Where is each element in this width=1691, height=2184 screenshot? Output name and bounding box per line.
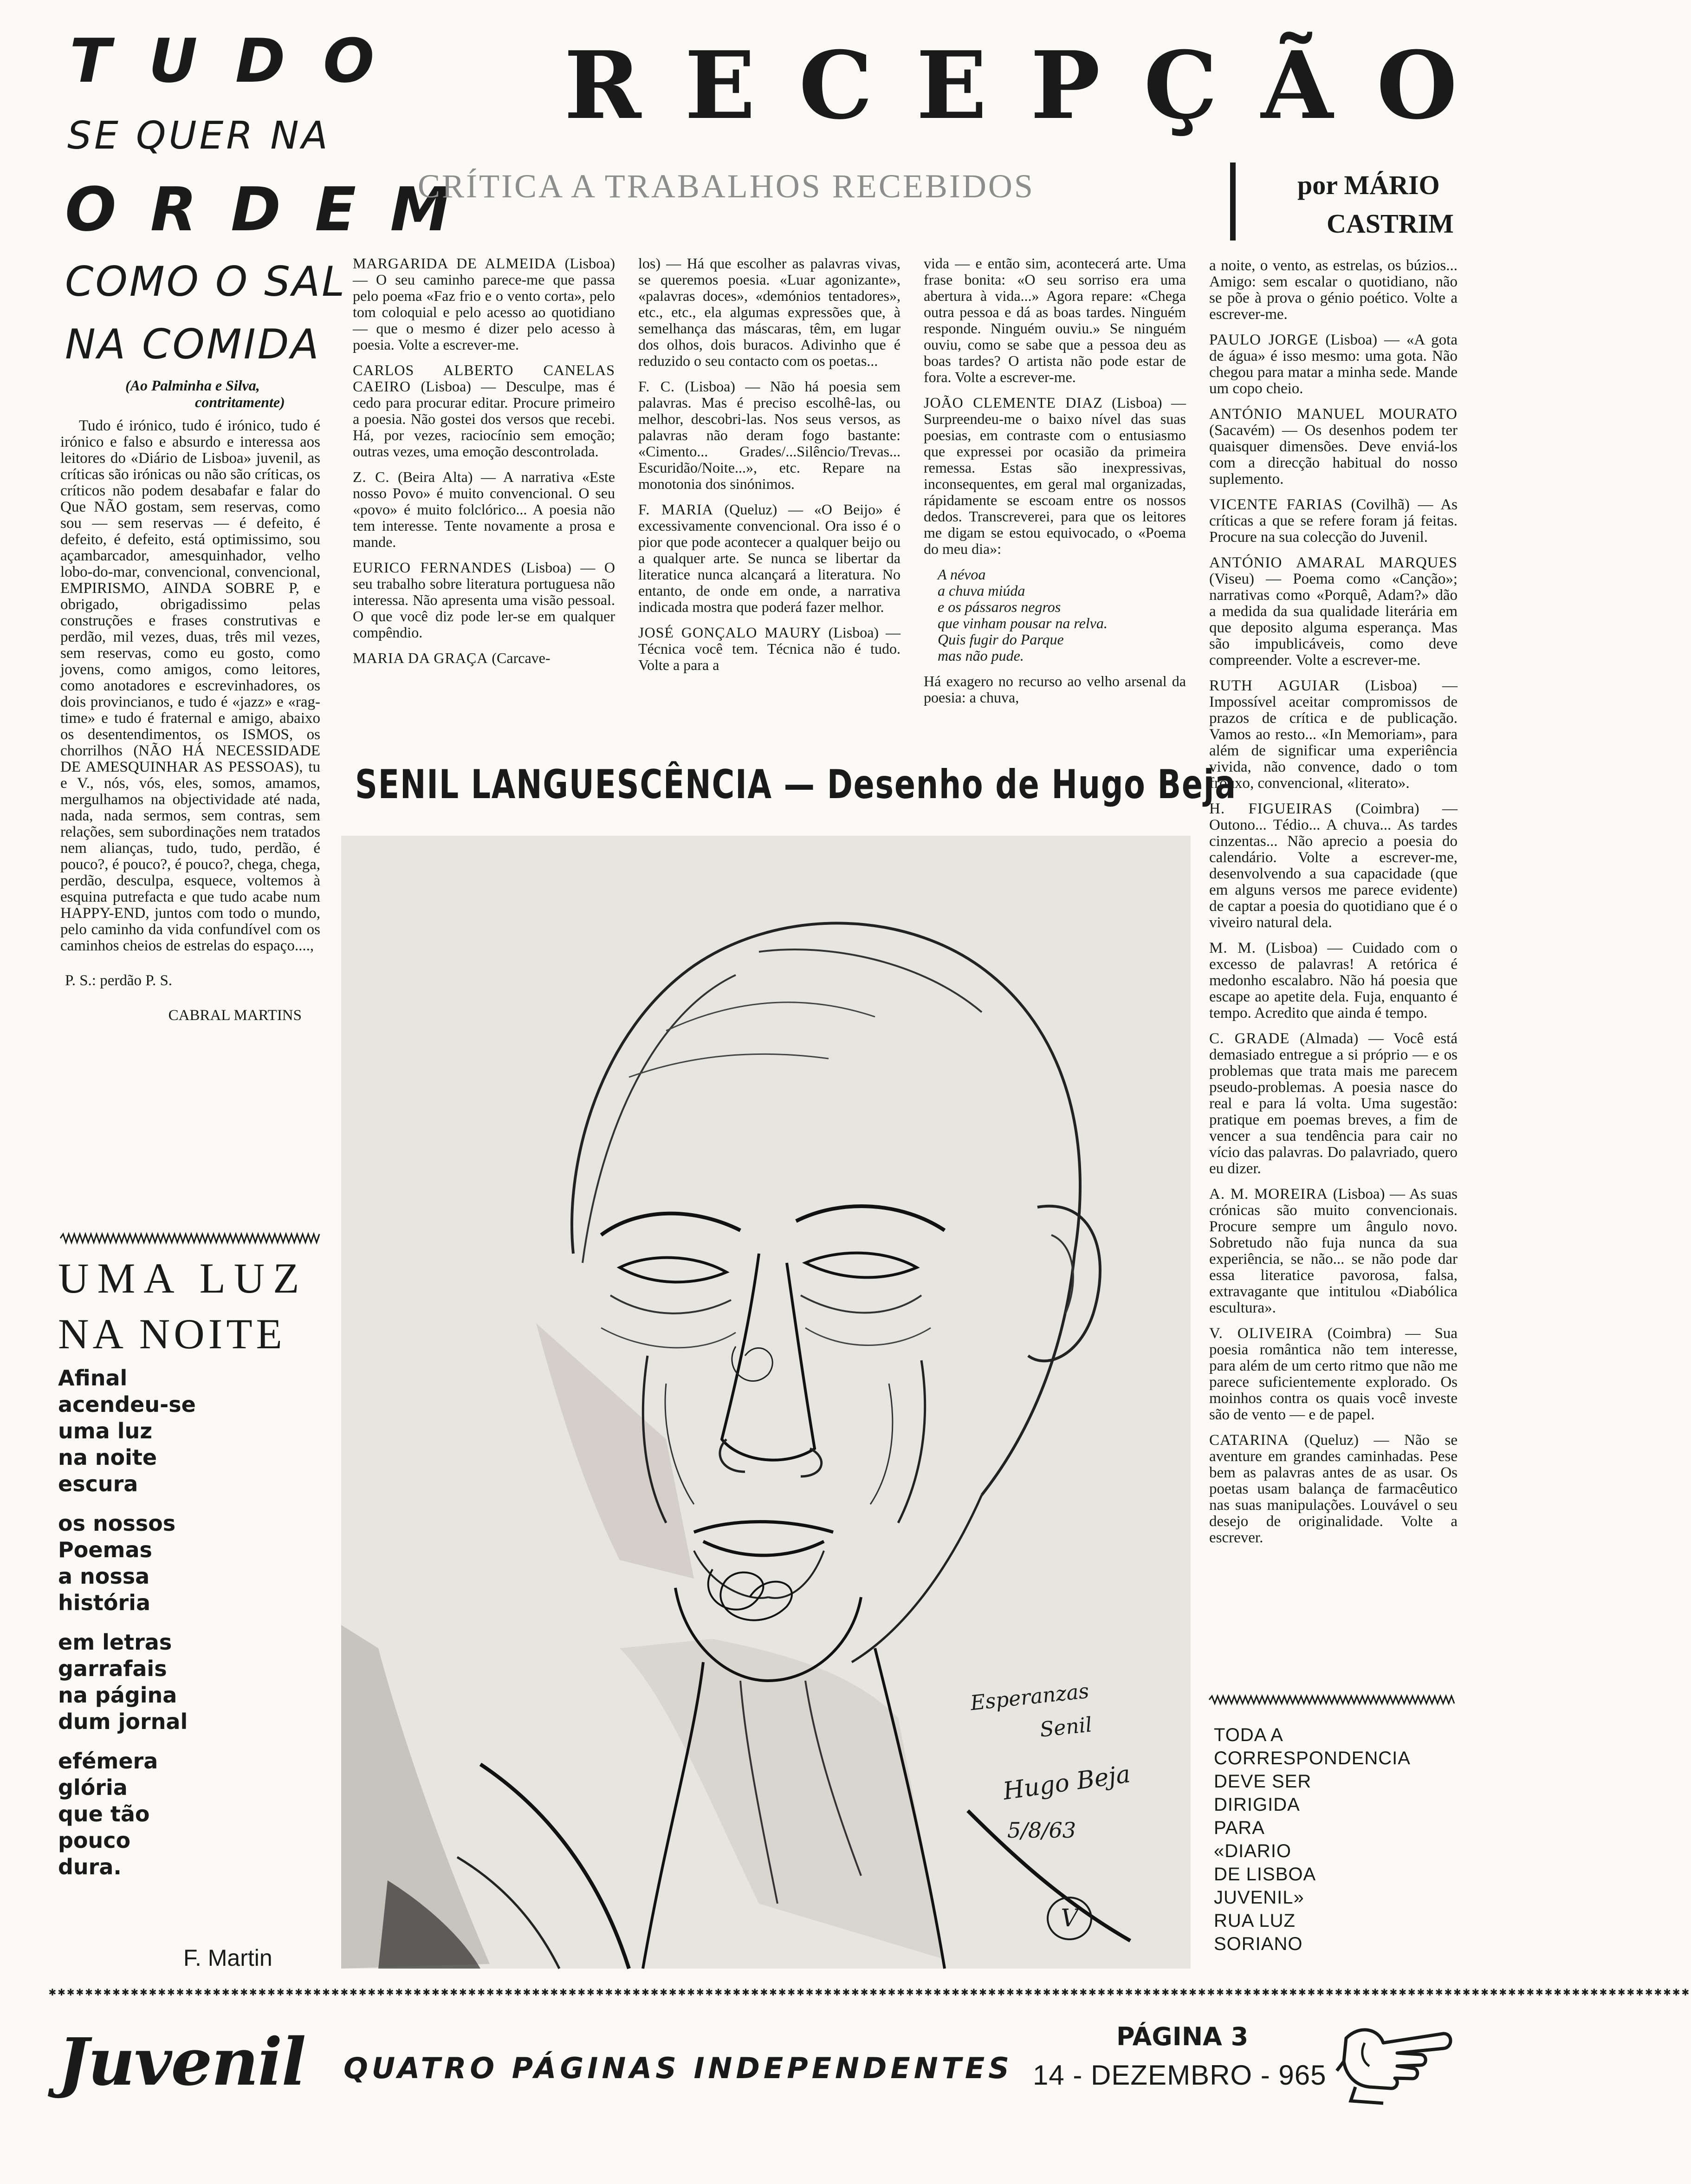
luz-line: efémera — [58, 1748, 158, 1774]
luz-title-1: UMA LUZ — [58, 1254, 308, 1302]
critique-text: (Lisboa) — Impossível aceitar compromissos de prazos de crítica e de publicação. Vamos ao resto... «In Memoriam», para além de significar uma experiência vivida, não convence, dado o tom frouxo, convencional, «literato». — [1209, 677, 1458, 792]
critique-text: (Queluz) — Não se aventure em grandes caminhadas. Pese bem as palavras antes de as usar. Os poetas usam balança de farmacêutico nas suas manipulações. Louvável o seu desejo de originalidade. Volte a escrever. — [1209, 1432, 1458, 1546]
luz-line: na noite — [58, 1445, 157, 1470]
critique-name: ANTÓNIO MANUEL MOURATO — [1209, 406, 1458, 422]
byline-line-1: por MÁRIO — [1297, 170, 1440, 200]
page-subtitle: CRÍTICA A TRABALHOS RECEBIDOS — [418, 168, 1035, 205]
critique-entry — [638, 624, 901, 673]
critique-name: A. M. MOREIRA — [1209, 1186, 1328, 1202]
critique-name: RUTH AGUIAR — [1209, 677, 1340, 694]
luz-line: uma luz — [58, 1418, 153, 1443]
critique-name: M. M. — [1209, 940, 1256, 956]
footer-star-border: ✱✱✱✱✱✱✱✱✱✱✱✱✱✱✱✱✱✱✱✱✱✱✱✱✱✱✱✱✱✱✱✱✱✱✱✱✱✱✱✱✱✱✱✱✱✱✱✱✱✱✱✱✱✱✱✱✱✱✱✱✱✱✱✱✱✱✱✱✱✱✱✱✱✱✱✱✱✱✱✱✱✱✱✱✱✱✱✱✱✱✱✱✱✱✱✱✱✱✱✱✱✱✱✱✱✱✱✱✱✱✱✱✱✱✱✱✱✱✱✱✱✱✱✱✱✱✱✱✱✱✱✱✱✱✱✱✱✱✱✱✱✱✱✱✱✱✱✱✱✱✱✱✱✱✱✱✱✱✱✱✱✱✱✱✱✱✱✱✱✱✱✱✱✱✱✱✱✱✱✱ — [49, 1985, 1691, 1999]
footer-logo: Juvenil — [58, 2024, 305, 2100]
critique-name: JOÃO CLEMENTE DIAZ — [924, 394, 1103, 411]
left-article-author: CABRAL MARTINS — [168, 1007, 302, 1024]
critique-name: F. MARIA — [638, 501, 713, 518]
correspondence-line: JUVENIL» — [1214, 1887, 1304, 1908]
portrait-drawing — [341, 836, 1191, 1969]
critique-entry — [353, 559, 615, 641]
critique-column-3 — [924, 255, 1186, 734]
header-tudo: T U D O — [70, 26, 383, 96]
critique-entry — [1209, 940, 1458, 1021]
luz-line: escura — [58, 1471, 138, 1496]
nose — [722, 1254, 815, 1460]
luz-line: em letras — [58, 1630, 172, 1655]
header-ordem: O R D E M — [65, 174, 457, 245]
dedication-line-1: (Ao Palminha e Silva, — [125, 377, 260, 394]
footer-page-number: PÁGINA 3 — [1116, 2022, 1249, 2051]
luz-line: Afinal — [58, 1365, 128, 1391]
luz-stanza-3 — [58, 1629, 196, 1735]
luz-stanza-4 — [58, 1748, 196, 1880]
critique-entry — [1209, 497, 1458, 546]
critique-entry — [638, 501, 901, 615]
luz-line: história — [58, 1590, 150, 1615]
correspondence-line: TODA A — [1214, 1725, 1283, 1745]
critique-text: (Carcave- — [492, 650, 551, 666]
critique-text: (Almada) — Você está demasiado entregue a si próprio — e os problemas que trata mais me parecem pseudo-problemas. A poesia nasce do real e para lá volta. Uma sugestão: pratique em poemas breves, a fim de vencer a sua tendência para cair no vício das palavras. Do palavriado, quero eu dizer. — [1209, 1030, 1458, 1177]
critique-name: CARLOS ALBERTO CANELAS CAEIRO — [353, 362, 615, 395]
luz-poem — [58, 1365, 196, 1880]
critique-entry — [353, 650, 615, 666]
critique-entry — [1209, 1326, 1458, 1423]
critique-column-2 — [638, 255, 901, 734]
eye-left — [620, 1258, 726, 1282]
luz-title-2: NA NOITE — [58, 1310, 286, 1358]
luz-line: garrafais — [58, 1656, 167, 1681]
critique-entry — [1209, 1031, 1458, 1177]
critique-name: ANTÓNIO AMARAL MARQUES — [1209, 554, 1458, 571]
critique-text: (Coimbra) — Sua poesia romântica não tem interesse, para além de um certo ritmo que não me parece suficientemente explorado. Os moinhos contra os quais você investe são de vento — e de papel. — [1209, 1325, 1458, 1423]
critique-name: H. FIGUEIRAS — [1209, 800, 1333, 817]
footer-date: 14 - DEZEMBRO - 965 — [1033, 2060, 1327, 2091]
critique-name: EURICO FERNANDES — [353, 559, 512, 576]
byline-rule — [1230, 162, 1236, 240]
critique-entry — [353, 469, 615, 550]
critique-name: PAULO JORGE — [1209, 332, 1319, 348]
critique-entry — [924, 395, 1186, 557]
critique-text: (Covilhã) — As críticas a que se refere foram já feitas. Procure na sua colecção do Juvenil. — [1209, 496, 1458, 546]
header-se-quer-na: SE QUER NA — [67, 114, 330, 158]
critique-name: JOSÉ GONÇALO MAURY — [638, 624, 822, 641]
critique-column-1 — [353, 255, 615, 734]
dedication-line-2: contritamente) — [195, 394, 285, 410]
critique-text: (Lisboa) — Não há poesia sem palavras. Mas é preciso escolhê-las, ou melhor, descobri-las. Nos seus versos, as palavras não deram fogo bastante: «Cimento... Grades/...Silêncio/Trevas... Escuridão/Noite...», etc. Repare na monotonia dos sinónimos. — [638, 378, 901, 492]
critique-entry — [924, 255, 1186, 385]
correspondence-line: CORRESPONDENCIA — [1214, 1748, 1411, 1768]
critique-text: los) — Há que escolher as palavras vivas, se queremos poesia. «Luar agonizante», «palavras doces», «demónios tentadores», etc., etc., ela algumas expressões que, à semelhança das máscaras, têm, em lugar dos olhos, dois buracos. Adivinho que é reduzido o seu contacto com os poetas... — [638, 255, 901, 369]
left-article-ps: P. S.: perdão P. S. — [65, 972, 173, 989]
drawing-caption: SENIL LANGUESCÊNCIA — Desenho de Hugo Beja — [355, 761, 1237, 808]
monogram-letter: V — [1061, 1904, 1078, 1932]
drawing-monogram — [1047, 1897, 1092, 1940]
drawing-frame — [341, 836, 1191, 1969]
brow-left — [601, 1214, 740, 1235]
drawing-inscription-1: Esperanzas — [969, 1679, 1090, 1716]
critique-entry — [1209, 801, 1458, 931]
poem-line: que vinham pousar na relva. — [938, 615, 1108, 631]
critique-entry — [1209, 1432, 1458, 1546]
luz-line: glória — [58, 1775, 128, 1800]
drawing-inscription-2: Senil — [1038, 1713, 1094, 1742]
critique-name: F. C. — [638, 378, 675, 395]
critique-entry — [1209, 678, 1458, 792]
critique-column-4 — [1209, 258, 1458, 1711]
left-separator-wave — [60, 1233, 320, 1244]
critique-text: (Lisboa) — Desculpe, mas é cedo para procurar editar. Procure primeiro a poesia. Não gostei dos versos que recebi. Há, por vezes, raciocínio sem emoção; outras vezes, uma emoção descontrolada. — [353, 378, 615, 460]
critique-entry — [353, 362, 615, 460]
poem-line: e os pássaros negros — [938, 598, 1061, 615]
right-separator-wave — [1209, 1695, 1455, 1705]
critique-entry — [924, 673, 1186, 706]
critique-name: VICENTE FARIAS — [1209, 496, 1343, 513]
critique-text: vida — e então sim, acontecerá arte. Uma frase bonita: «O seu sorriso era uma abertura à vida...» Agora repare: «Chega outra pessoa e dá as boas tardes. Ninguém responde. Ninguém ouviu.» Se ninguém ouviu, como se sabe que a pessoa deu as boas tardes? O artista não pode estar de fora. Volte a escrever-me. — [924, 255, 1186, 385]
correspondence-line: DIRIGIDA — [1214, 1794, 1300, 1815]
luz-line: acendeu-se — [58, 1392, 196, 1417]
luz-line: os nossos — [58, 1511, 176, 1536]
critique-entry — [1209, 258, 1458, 323]
correspondence-line: PARA — [1214, 1818, 1265, 1838]
left-article — [60, 418, 320, 1033]
critique-text: (Lisboa) — Surpreendeu-me o baixo nível das suas poesias, em contraste com o entusiasmo que expressei por ocasião da primeira remessa. Estas são inexpressivas, inconsequentes, em geral mal organizadas, rápidamente se escoam entre os nossos dedos. Transcreverei, para que os leitores me digam se estou equivocado, o «Poema do meu dia»: — [924, 394, 1186, 557]
luz-line: que tão — [58, 1801, 150, 1826]
critique-text: (Lisboa) — Técnica você tem. Técnica não é tudo. Volte a para a — [638, 624, 901, 673]
luz-line: Poemas — [58, 1537, 152, 1562]
luz-line: dum jornal — [58, 1709, 188, 1734]
drawing-date: 5/8/63 — [1007, 1818, 1076, 1843]
critique-entry — [1209, 406, 1458, 488]
critique-name: CATARINA — [1209, 1432, 1289, 1449]
correspondence-line: SORIANO — [1214, 1934, 1303, 1954]
critique-text: (Coimbra) — Outono... Tédio... A chuva... As tardes cinzentas... Não aprecio a poesia do calendário. Volte a escrever-me, desenvolvendo a sua capacidade (que em alguns versos me parece evidente) de captar a poesia do quotidiano que é o viveiro natural dela. — [1209, 800, 1458, 931]
correspondence-line: RUA LUZ — [1214, 1911, 1296, 1931]
critique-text: (Lisboa) — As suas crónicas são muito convencionais. Procure sempre um ângulo novo. Sobretudo não fuja nunca da sua experiência, se não... se não pode dar essa literatice pavorosa, falsa, extravagante que intitulou «Diabólica escultura». — [1209, 1186, 1458, 1316]
poem-line: A névoa — [938, 566, 986, 583]
poem-line: Quis fugir do Parque — [938, 631, 1064, 648]
critique-text: (Queluz) — «O Beijo» é excessivamente convencional. Ora isso é o pior que pode acontecer a qualquer beijo ou a qualquer arte. Se nunca se libertar da literatice nunca alcançará a literatura. No entanto, de onde em onde, a narrativa indicada mostra que poderá fazer melhor. — [638, 501, 901, 615]
wash-neck — [620, 1639, 945, 1959]
eye-right — [805, 1253, 917, 1278]
correspondence-line: DE LISBOA — [1214, 1864, 1316, 1885]
footer-tagline: QUATRO PÁGINAS INDEPENDENTES — [343, 2051, 1013, 2085]
critique-entry — [1209, 332, 1458, 397]
critique-text: (Lisboa) — O seu trabalho sobre literatura portuguesa não interessa. Não apresenta uma visão pessoal. O que você diz pode ler-se em qualquer compêndio. — [353, 559, 615, 641]
brow-right — [796, 1206, 945, 1230]
correspondence-line: DEVE SER — [1214, 1771, 1312, 1792]
poem-line: a chuva miúda — [938, 582, 1025, 599]
quoted-poem — [938, 566, 1186, 664]
critique-name: MARIA DA GRAÇA — [353, 650, 488, 666]
critique-entry — [1209, 555, 1458, 669]
luz-line: pouco — [58, 1828, 131, 1853]
left-article-body: Tudo é irónico, tudo é irónico, tudo é irónico e falso e absurdo e interessa aos leitores do «Diário de Lisboa» juvenil, as críticas são irónicas ou não são críticas, os críticos não podem desabafar e falar do Que NÃO gostam, sem reservas, como sou — sem reservas — é defeito, é defeito, é defeito, está optimissimo, sou açambarcador, amesquinhador, velho lobo-do-mar, convencional, convencional, EMPIRISMO, AINDA SOBRE P, e obrigado, obrigadissimo pelas construções e frases construtivas e perdão, mil vezes, duas, três mil vezes, sem reservas, como eu gosto, como jovens, como amigos, como leitores, como anotadores e escrevinhadores, os dois provincianos, e tudo é «jazz» e «rag-time» e tudo é fraternal e amigo, abaixo os desentendimentos, os ISMOS, os chorrilhos (NÃO HÁ NECESSIDADE DE AMESQUINHAR AS PESSOAS), tu e V., nós, vós, eles, somos, amamos, mergulhamos na objectividade até nada, nada, nada sermos, sem contras, sem relações, sem subordinações nem tratados nem alianças, tudo, tudo, perdão, é pouco?, é pouco?, é pouco?, chega, chega, perdão, desculpa, esquece, voltemos à esquina putrefacta e que tudo acabe num HAPPY-END, juntos com todo o mundo, pelo caminho da vida confundível com os caminhos cheios de estrelas do espaço...., — [60, 417, 320, 954]
correspondence-line: «DIARIO — [1214, 1841, 1292, 1861]
luz-author: F. Martin — [183, 1945, 272, 1971]
correspondence-notice — [1214, 1723, 1411, 1956]
wash-cheek — [536, 1323, 694, 1579]
luz-line: na página — [58, 1683, 177, 1708]
ear — [1028, 1206, 1100, 1361]
critique-entry — [1209, 1186, 1458, 1316]
critique-entry — [638, 378, 901, 492]
page-title: R E C E P Ç Ã O — [564, 31, 1463, 140]
header-na-comida: NA COMIDA — [65, 320, 321, 368]
drawing-signature: Hugo Beja — [1001, 1760, 1132, 1806]
mouth — [694, 1522, 833, 1556]
luz-stanza-1 — [58, 1365, 196, 1497]
critique-text: (Viseu) — Poema como «Canção»; narrativas como «Porquê, Adam?» dão a medida da sua qualidade literária em que deposito alguma esperança. Mas são impublicáveis, como deve compreender. Volte a escrever-me. — [1209, 571, 1458, 669]
luz-line: a nossa — [58, 1564, 150, 1589]
byline-line-2: CASTRIM — [1327, 208, 1454, 239]
critique-text: (Beira Alta) — A narrativa «Este nosso Povo» é muito convencional. O seu «povo» é muito folclórico... A poesia não tem interesse. Tente novamente a prosa e mande. — [353, 468, 615, 550]
critique-name: C. GRADE — [1209, 1030, 1290, 1047]
critique-name: V. OLIVEIRA — [1209, 1325, 1314, 1342]
critique-text: (Lisboa) — O seu caminho parece-me que passa pelo poema «Faz frio e o vento corta», pelo tom coloquial e pelo acesso ao quotidiano — que o mesmo é dizer pelo acesso à poesia. Volte a escrever-me. — [353, 255, 615, 353]
critique-text: (Lisboa) — Cuidado com o excesso de palavras! A retórica é medonho escalabro. Não há poesia que escape ao apetite dela. Fuja, enquanto é tempo. Acredito que ainda é tempo. — [1209, 940, 1458, 1021]
critique-name: Z. C. — [353, 468, 390, 485]
critique-entry — [353, 255, 615, 353]
critique-name: MARGARIDA DE ALMEIDA — [353, 255, 557, 272]
header-como-o-sal: COMO O SAL — [65, 258, 347, 306]
poem-line: mas não pude. — [938, 647, 1024, 664]
critique-text: Há exagero no recurso ao velho arsenal da poesia: a chuva, — [924, 673, 1186, 706]
luz-stanza-2 — [58, 1510, 196, 1616]
pointing-hand-icon — [1337, 2010, 1453, 2108]
luz-line: dura. — [58, 1854, 122, 1879]
critique-entry — [638, 255, 901, 369]
critique-text: a noite, o vento, as estrelas, os búzios... Amigo: sem escalar o quotidiano, não se põe à prova o génio poético. Volte a escrever-me. — [1209, 257, 1458, 323]
critique-text: (Sacavém) — Os desenhos podem ter quaisquer dimensões. Deve enviá-los com a direcção habitual do nosso suplemento. — [1209, 422, 1458, 488]
critique-text: (Lisboa) — «A gota de água» é isso mesmo: uma gota. Não chegou para matar a minha sede. Mande um copo cheio. — [1209, 332, 1458, 397]
